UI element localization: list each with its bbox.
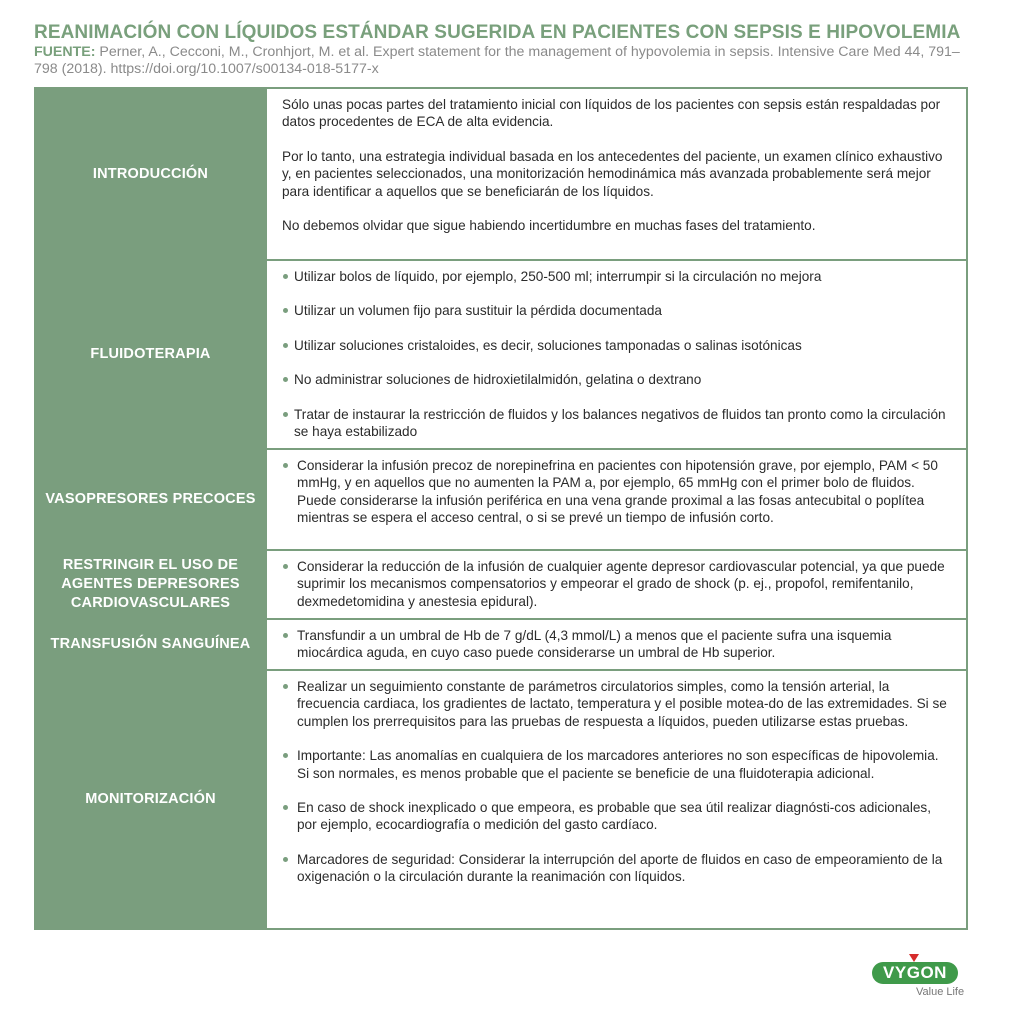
list-item: Utilizar soluciones cristaloides, es decir, soluciones tamponadas o salinas isotónicas bbox=[282, 337, 952, 354]
list-item: Importante: Las anomalías en cualquiera de los marcadores anteriores no son específicas de hipovolemia. Si son normales, es menos probable que el paciente se beneficie de una fluidoterapia adicional. bbox=[282, 747, 952, 782]
list-item: Utilizar un volumen fijo para sustituir la pérdida documentada bbox=[282, 302, 952, 319]
logo-tagline: Value Life bbox=[916, 986, 965, 998]
source-citation bbox=[34, 44, 979, 78]
row-content-fluidoterapia bbox=[268, 261, 968, 448]
row-label-introduccion: INTRODUCCIÓN bbox=[34, 89, 268, 259]
source-label: FUENTE: bbox=[34, 44, 96, 60]
page-title: REANIMACIÓN CON LÍQUIDOS ESTÁNDAR SUGERIDA EN PACIENTES CON SEPSIS E HIPOVOLEMIA bbox=[34, 22, 961, 43]
row-content-restringir bbox=[268, 551, 968, 618]
row-content-monitorizacion bbox=[268, 671, 968, 928]
vygon-logo bbox=[872, 952, 970, 1000]
list-item: Transfundir a un umbral de Hb de 7 g/dL (4,3 mmol/L) a menos que el paciente sufra una isquemia miocárdica aguda, en cuyo caso puede considerarse un umbral de Hb superior. bbox=[282, 627, 952, 662]
logo-triangle-icon bbox=[909, 954, 919, 962]
row-label-fluidoterapia: FLUIDOTERAPIA bbox=[34, 261, 268, 448]
list-item: Marcadores de seguridad: Considerar la interrupción del aporte de fluidos en caso de empeoramiento de la oxigenación o la circulación durante la reanimación con líquidos. bbox=[282, 851, 952, 886]
guidelines-table bbox=[34, 87, 968, 930]
table-row-transfusion bbox=[34, 620, 968, 671]
row-label-vasopresores: VASOPRESORES PRECOCES bbox=[34, 450, 268, 549]
logo-wordmark: VYGON bbox=[872, 962, 958, 984]
list-item: Considerar la infusión precoz de norepinefrina en pacientes con hipotensión grave, por ejemplo, PAM < 50 mmHg, y en aquellos que no aumenten la PAM a, por ejemplo, 65 mmHg con el primer bolo de fluidos. Puede considerarse la infusión periférica en una vena grande proximal a las fosas antecubital o poplítea mientras se espera el acceso central, o si se prevé un tiempo de infusión corto. bbox=[282, 457, 952, 527]
list-item: Tratar de instaurar la restricción de fluidos y los balances negativos de fluidos tan pronto como la circulación se haya estabilizado bbox=[282, 406, 952, 441]
table-row-restringir bbox=[34, 551, 968, 620]
row-content-transfusion bbox=[268, 620, 968, 669]
row-content-vasopresores bbox=[268, 450, 968, 549]
intro-paragraph: No debemos olvidar que sigue habiendo incertidumbre en muchas fases del tratamiento. bbox=[282, 218, 816, 234]
table-row-introduccion bbox=[34, 89, 968, 261]
list-item: Considerar la reducción de la infusión de cualquier agente depresor cardiovascular potencial, ya que puede suprimir los mecanismos compensatorios y empeorar el grado de shock (p. ej., propofol, remifentanilo, dexmedetomidina y anestesia epidural). bbox=[282, 558, 952, 610]
source-text: Perner, A., Cecconi, M., Cronhjort, M. et al. Expert statement for the management of hypovolemia in sepsis. Intensive Care Med 44, 791–798 (2018). https://doi.org/10.1007/s00134-018-5177-x bbox=[34, 44, 960, 77]
list-item: No administrar soluciones de hidroxietilalmidón, gelatina o dextrano bbox=[282, 371, 952, 388]
table-row-monitorizacion bbox=[34, 671, 968, 928]
row-label-restringir: RESTRINGIR EL USO DE AGENTES DEPRESORES CARDIOVASCULARES bbox=[34, 551, 268, 618]
intro-paragraph: Sólo unas pocas partes del tratamiento inicial con líquidos de los pacientes con sepsis están respaldadas por datos procedentes de ECA de alta evidencia. bbox=[282, 97, 941, 130]
row-label-monitorizacion: MONITORIZACIÓN bbox=[34, 671, 268, 928]
table-row-fluidoterapia bbox=[34, 261, 968, 450]
list-item: En caso de shock inexplicado o que empeora, es probable que sea útil realizar diagnósti-cos adicionales, por ejemplo, ecocardiografía o medición del gasto cardíaco. bbox=[282, 799, 952, 834]
row-label-transfusion: TRANSFUSIÓN SANGUÍNEA bbox=[34, 620, 268, 669]
table-row-vasopresores bbox=[34, 450, 968, 551]
list-item: Realizar un seguimiento constante de parámetros circulatorios simples, como la tensión arterial, la frecuencia cardiaca, los gradientes de lactato, temperatura y el posible motea-do de las extremidades. Si se cumplen los prerrequisitos para las pruebas de respuesta a líquidos, pueden utilizarse estas pruebas. bbox=[282, 678, 952, 730]
row-content-introduccion bbox=[268, 89, 968, 259]
intro-paragraph: Por lo tanto, una estrategia individual basada en los antecedentes del paciente, un examen clínico exhaustivo y, en pacientes seleccionados, una monitorización hemodinámica más avanzada probablemente será mejor para identificar a aquellos que se beneficiarán de los líquidos. bbox=[282, 148, 943, 199]
list-item: Utilizar bolos de líquido, por ejemplo, 250-500 ml; interrumpir si la circulación no mejora bbox=[282, 268, 952, 285]
